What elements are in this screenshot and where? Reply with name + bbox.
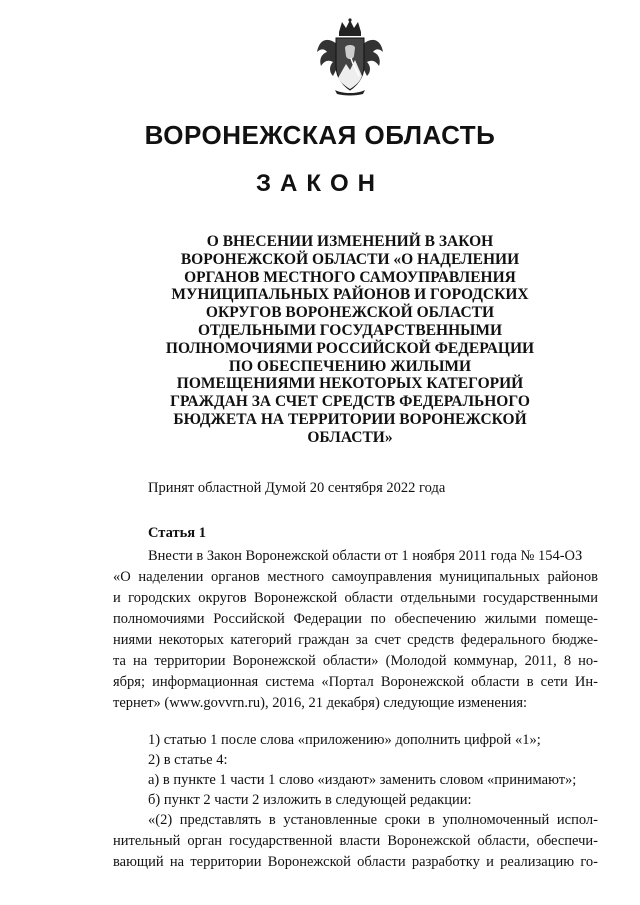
law-title-line: ПОМЕЩЕНИЯМИ НЕКОТОРЫХ КАТЕГОРИЙ (176, 375, 524, 393)
law-title-line: ОТДЕЛЬНЫМИ ГОСУДАРСТВЕННЫМИ (197, 321, 503, 339)
law-title (150, 233, 550, 447)
document-type: ЗАКОН (255, 170, 384, 197)
law-title-line: ПО ОБЕСПЕЧЕНИЮ ЖИЛЫМИ (228, 357, 472, 375)
law-title-line: ГРАЖДАН ЗА СЧЕТ СРЕДСТВ ФЕДЕРАЛЬНОГО (170, 393, 530, 411)
article-heading: Статья 1 (148, 525, 206, 541)
article-text-line: «О наделении органов местного самоуправления муниципальных районов (113, 569, 598, 585)
law-title-line: ОКРУГОВ ВОРОНЕЖСКОЙ ОБЛАСТИ (205, 304, 495, 322)
amendment-item: 2) в статье 4: (148, 752, 228, 768)
law-title-line: ОРГАНОВ МЕСТНОГО САМОУПРАВЛЕНИЯ (184, 268, 516, 286)
quoted-text-line: «(2) представлять в установленные сроки в уполномоченный испол- (148, 812, 598, 828)
law-title-line: МУНИЦИПАЛЬНЫХ РАЙОНОВ И ГОРОДСКИХ (171, 286, 529, 304)
article-text-line: Внести в Закон Воронежской области от 1 ноября 2011 года № 154-ОЗ (148, 548, 583, 564)
amendment-item: а) в пункте 1 части 1 слово «издают» заменить словом «принимают»; (148, 772, 577, 788)
law-title-line: ОБЛАСТИ» (307, 428, 393, 446)
quoted-text-line: нительный орган государственной власти Воронежской области, обеспечи- (113, 833, 598, 849)
quoted-text-line: вающий на территории Воронежской области разработку и реализацию го- (113, 854, 598, 870)
article-text-line: и городских округов Воронежской области отдельными государственными (113, 590, 598, 606)
law-title-line: БЮДЖЕТА НА ТЕРРИТОРИИ ВОРОНЕЖСКОЙ (173, 410, 527, 428)
adoption-date: Принят областной Думой 20 сентября 2022 года (148, 480, 446, 496)
law-title-line: О ВНЕСЕНИИ ИЗМЕНЕНИЙ В ЗАКОН (206, 233, 494, 250)
law-title-line: ПОЛНОМОЧИЯМИ РОССИЙСКОЙ ФЕДЕРАЦИИ (165, 339, 535, 357)
article-text-line: тернет» (www.govvrn.ru), 2016, 21 декабря) следующие изменения: (113, 695, 528, 711)
law-title-line: ВОРОНЕЖСКОЙ ОБЛАСТИ «О НАДЕЛЕНИИ (180, 250, 520, 268)
amendment-item: 1) статью 1 после слова «приложению» дополнить цифрой «1»; (148, 732, 541, 748)
article-text-line: та на территории Воронежской области» (Молодой коммунар, 2011, 8 но- (113, 653, 598, 669)
coat-of-arms-icon (315, 18, 385, 96)
article-text-line: полномочиями Российской Федерации по обеспечению жилыми помеще- (113, 611, 598, 627)
article-text-line: ября; информационная система «Портал Воронежской области в сети Ин- (113, 674, 598, 690)
region-name: ВОРОНЕЖСКАЯ ОБЛАСТЬ (144, 120, 496, 150)
amendment-item: б) пункт 2 части 2 изложить в следующей редакции: (148, 792, 472, 808)
article-text-line: ниями некоторых категорий граждан за счет средств федерального бюдже- (113, 632, 598, 648)
